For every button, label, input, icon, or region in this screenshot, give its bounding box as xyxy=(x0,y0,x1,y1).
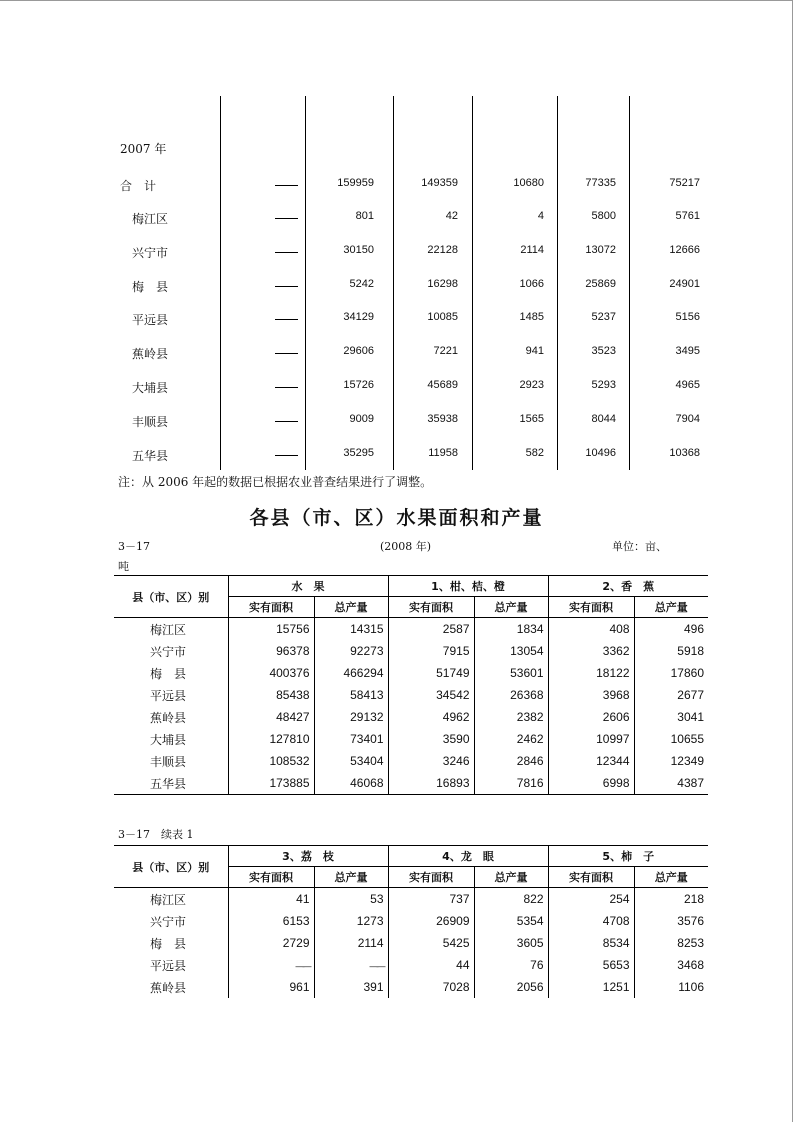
column-header: 总产量 xyxy=(634,867,708,888)
cell-value: 7915 xyxy=(388,640,474,662)
cell-value: 53601 xyxy=(474,662,548,684)
row-label: 五华县 xyxy=(114,772,228,795)
cell-value: 26909 xyxy=(388,910,474,932)
unit-label-wrap: 吨 xyxy=(118,560,129,573)
cell-value: 7904 xyxy=(675,413,700,425)
table-row xyxy=(114,728,708,750)
cell-value: 4965 xyxy=(675,379,700,391)
cell-value: 35295 xyxy=(343,447,374,459)
cell-value: 4962 xyxy=(388,706,474,728)
cell-value: 5425 xyxy=(388,932,474,954)
row-label: 兴宁市 xyxy=(132,246,169,260)
cell-value: 1251 xyxy=(548,976,634,998)
empty-dash xyxy=(275,252,298,253)
cell-value: 10680 xyxy=(513,177,544,189)
column-header: 实有面积 xyxy=(548,597,634,618)
cell-value: 73401 xyxy=(314,728,388,750)
cell-value: 391 xyxy=(314,976,388,998)
cell-value: 8044 xyxy=(591,413,616,425)
cell-value: 2056 xyxy=(474,976,548,998)
cell-value: 15756 xyxy=(228,618,314,641)
cell-value: 3605 xyxy=(474,932,548,954)
cell-value: 3246 xyxy=(388,750,474,772)
column-header: 总产量 xyxy=(314,597,388,618)
group-header: 3、荔 枝 xyxy=(228,846,388,867)
table-year: (2008 年) xyxy=(380,540,432,553)
cell-value: 1565 xyxy=(519,413,544,425)
cell-value: 5918 xyxy=(634,640,708,662)
row-label: 梅江区 xyxy=(150,622,187,637)
cell-value: 149359 xyxy=(421,177,458,189)
table-row xyxy=(112,242,712,262)
cell-value: 408 xyxy=(548,618,634,641)
column-header: 总产量 xyxy=(634,597,708,618)
group-header: 5、柿 子 xyxy=(548,846,708,867)
cell-value: 2846 xyxy=(474,750,548,772)
cell-value: 41 xyxy=(228,888,314,911)
table-row xyxy=(112,343,712,363)
cell-value: 582 xyxy=(525,447,544,459)
cell-value: 15726 xyxy=(343,379,374,391)
cell-value: 51749 xyxy=(388,662,474,684)
table-row xyxy=(112,445,712,465)
fruit-table-1 xyxy=(114,575,708,795)
table-row xyxy=(114,954,708,976)
cell-value: 8534 xyxy=(548,932,634,954)
empty-dash xyxy=(275,218,298,219)
cell-value: 24901 xyxy=(669,278,700,290)
cell-value: 159959 xyxy=(337,177,374,189)
cell-value: 53 xyxy=(314,888,388,911)
cell-value: 4708 xyxy=(548,910,634,932)
cell-value: 34129 xyxy=(343,311,374,323)
row-label: 丰顺县 xyxy=(132,415,169,429)
cell-value: 3495 xyxy=(675,345,700,357)
cell-value: 127810 xyxy=(228,728,314,750)
column-header: 总产量 xyxy=(314,867,388,888)
group-header: 2、香 蕉 xyxy=(548,576,708,597)
empty-dash xyxy=(275,455,298,456)
table-row xyxy=(112,276,712,296)
cell-value: 3590 xyxy=(388,728,474,750)
cell-value: 7221 xyxy=(433,345,458,357)
cell-value: 961 xyxy=(228,976,314,998)
cell-value: 2114 xyxy=(520,244,544,256)
cell-value: 8253 xyxy=(634,932,708,954)
cell-value: 12344 xyxy=(548,750,634,772)
cell-value: 737 xyxy=(388,888,474,911)
cell-value: 10368 xyxy=(669,447,700,459)
cell-value: 85438 xyxy=(228,684,314,706)
cell-value: 3576 xyxy=(634,910,708,932)
cell-value: 75217 xyxy=(669,177,700,189)
table-row xyxy=(112,377,712,397)
table-row xyxy=(114,706,708,728)
cell-value: 35938 xyxy=(427,413,458,425)
cell-value: 5293 xyxy=(591,379,616,391)
cell-value: 17860 xyxy=(634,662,708,684)
cell-value: 173885 xyxy=(228,772,314,795)
row-label: 兴宁市 xyxy=(150,914,187,929)
empty-dash xyxy=(275,319,298,320)
cell-value: 2462 xyxy=(474,728,548,750)
cell-value: 92273 xyxy=(314,640,388,662)
cell-value: 48427 xyxy=(228,706,314,728)
group-header: 水 果 xyxy=(228,576,388,597)
table-note: 注：从 2006 年起的数据已根据农业普查结果进行了调整。 xyxy=(118,475,433,489)
cell-value: 13072 xyxy=(585,244,616,256)
cell-value: 34542 xyxy=(388,684,474,706)
table-row xyxy=(114,618,708,641)
cell-value xyxy=(314,954,388,976)
cell-value: 10085 xyxy=(427,311,458,323)
cell-value: 4 xyxy=(537,210,544,222)
cell-value: 3468 xyxy=(634,954,708,976)
cell-value: 9009 xyxy=(349,413,374,425)
cell-value: 2923 xyxy=(519,379,544,391)
cell-value: 42 xyxy=(445,210,458,222)
cell-value: 822 xyxy=(474,888,548,911)
table-row xyxy=(112,411,712,431)
cell-value: 12349 xyxy=(634,750,708,772)
cell-value: 7816 xyxy=(474,772,548,795)
table-row xyxy=(112,175,712,195)
page-title: 各县（市、区）水果面积和产量 xyxy=(249,507,544,529)
unit-label: 单位：亩、 xyxy=(612,540,667,553)
cell-value: 46068 xyxy=(314,772,388,795)
cell-value: 2587 xyxy=(388,618,474,641)
row-label: 平远县 xyxy=(150,688,187,703)
row-label: 蕉岭县 xyxy=(132,347,169,361)
row-label: 梅 县 xyxy=(132,280,169,294)
empty-dash: —— xyxy=(369,961,384,971)
cell-value: 3041 xyxy=(634,706,708,728)
empty-dash: —— xyxy=(295,961,310,971)
cell-value: 18122 xyxy=(548,662,634,684)
cell-value: 2606 xyxy=(548,706,634,728)
row-label: 大埔县 xyxy=(150,732,187,747)
cell-value: 10997 xyxy=(548,728,634,750)
column-header: 实有面积 xyxy=(388,867,474,888)
cell-value: 1273 xyxy=(314,910,388,932)
cell-value: 1066 xyxy=(519,278,544,290)
cell-value: 496 xyxy=(634,618,708,641)
cell-value: 2729 xyxy=(228,932,314,954)
column-header: 总产量 xyxy=(474,597,548,618)
cell-value: 1834 xyxy=(474,618,548,641)
table-row xyxy=(114,640,708,662)
empty-dash xyxy=(275,421,298,422)
cell-value: 3362 xyxy=(548,640,634,662)
column-header: 实有面积 xyxy=(228,597,314,618)
row-header: 县（市、区）别 xyxy=(114,846,228,888)
cell-value: 6998 xyxy=(548,772,634,795)
empty-dash xyxy=(275,353,298,354)
page-border-top xyxy=(0,0,792,1)
row-label: 梅 县 xyxy=(150,666,187,681)
cell-value: 53404 xyxy=(314,750,388,772)
table-row xyxy=(114,750,708,772)
cell-value: 400376 xyxy=(228,662,314,684)
cell-value: 10655 xyxy=(634,728,708,750)
year-label: 2007 年 xyxy=(120,142,167,156)
cell-value: 29132 xyxy=(314,706,388,728)
cell-value: 7028 xyxy=(388,976,474,998)
cell-value: 218 xyxy=(634,888,708,911)
cell-value: 5237 xyxy=(591,311,616,323)
cell-value: 12666 xyxy=(669,244,700,256)
cell-value: 5354 xyxy=(474,910,548,932)
column-header: 实有面积 xyxy=(388,597,474,618)
row-label: 合 计 xyxy=(120,179,157,193)
cell-value: 3523 xyxy=(591,345,616,357)
empty-dash xyxy=(275,185,298,186)
table-row xyxy=(114,662,708,684)
cell-value: 96378 xyxy=(228,640,314,662)
cell-value: 76 xyxy=(474,954,548,976)
row-header: 县（市、区）别 xyxy=(114,576,228,618)
row-label: 梅江区 xyxy=(150,892,187,907)
empty-dash xyxy=(275,387,298,388)
cell-value: 14315 xyxy=(314,618,388,641)
cell-value: 2677 xyxy=(634,684,708,706)
row-label: 兴宁市 xyxy=(150,644,187,659)
group-header: 4、龙 眼 xyxy=(388,846,548,867)
fruit-table-2 xyxy=(114,845,708,998)
empty-dash xyxy=(275,286,298,287)
row-label: 梅 县 xyxy=(150,936,187,951)
cell-value: 11958 xyxy=(428,447,458,459)
column-header: 实有面积 xyxy=(228,867,314,888)
cell-value: 16893 xyxy=(388,772,474,795)
cell-value: 5800 xyxy=(591,210,616,222)
table-row xyxy=(114,772,708,795)
cell-value: 108532 xyxy=(228,750,314,772)
table-row xyxy=(114,976,708,998)
continuation-label: 3－17 续表 1 xyxy=(118,828,194,841)
column-header: 实有面积 xyxy=(548,867,634,888)
cell-value: 5156 xyxy=(675,311,700,323)
table-row xyxy=(112,309,712,329)
cell-value: 5761 xyxy=(675,210,700,222)
cell-value: 4387 xyxy=(634,772,708,795)
cell-value: 3968 xyxy=(548,684,634,706)
group-header: 1、柑、桔、橙 xyxy=(388,576,548,597)
cell-value: 58413 xyxy=(314,684,388,706)
cell-value: 5242 xyxy=(349,278,374,290)
cell-value: 25869 xyxy=(585,278,616,290)
cell-value: 16298 xyxy=(427,278,458,290)
column-header: 总产量 xyxy=(474,867,548,888)
row-label: 蕉岭县 xyxy=(150,710,187,725)
cell-value: 13054 xyxy=(474,640,548,662)
row-label: 梅江区 xyxy=(132,212,169,226)
table-row xyxy=(114,684,708,706)
cell-value: 2382 xyxy=(474,706,548,728)
cell-value: 22128 xyxy=(427,244,458,256)
row-label: 丰顺县 xyxy=(150,754,187,769)
cell-value: 254 xyxy=(548,888,634,911)
cell-value: 26368 xyxy=(474,684,548,706)
table-row xyxy=(114,888,708,911)
cell-value xyxy=(228,954,314,976)
row-label: 五华县 xyxy=(132,449,169,463)
row-label: 平远县 xyxy=(150,958,187,973)
cell-value: 45689 xyxy=(427,379,458,391)
cell-value: 2114 xyxy=(314,932,388,954)
table-row xyxy=(114,910,708,932)
cell-value: 801 xyxy=(355,210,374,222)
row-label: 大埔县 xyxy=(132,381,169,395)
cell-value: 30150 xyxy=(343,244,374,256)
row-label: 平远县 xyxy=(132,313,169,327)
table-row xyxy=(114,932,708,954)
cell-value: 5653 xyxy=(548,954,634,976)
cell-value: 1485 xyxy=(519,311,544,323)
cell-value: 941 xyxy=(525,345,544,357)
cell-value: 77335 xyxy=(585,177,616,189)
row-label: 蕉岭县 xyxy=(150,980,187,995)
cell-value: 29606 xyxy=(343,345,374,357)
cell-value: 466294 xyxy=(314,662,388,684)
table-row xyxy=(112,208,712,228)
cell-value: 6153 xyxy=(228,910,314,932)
table-code: 3－17 xyxy=(118,540,150,553)
cell-value: 44 xyxy=(388,954,474,976)
cell-value: 1106 xyxy=(634,976,708,998)
cell-value: 10496 xyxy=(585,447,616,459)
